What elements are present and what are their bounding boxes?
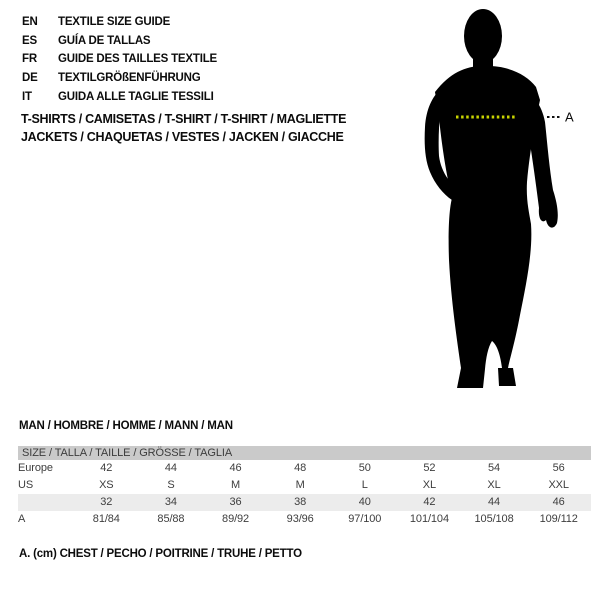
language-row-it [22, 88, 217, 107]
size-cell: M [231, 479, 241, 491]
language-code: IT [22, 90, 32, 103]
table-row-europe [18, 460, 591, 477]
table-row-numeric [18, 494, 591, 511]
language-row-en [22, 13, 217, 32]
size-cell: 85/88 [157, 513, 185, 525]
size-cell: 46 [552, 496, 565, 508]
measure-label-a: A [565, 109, 574, 125]
size-cell: XL [487, 479, 501, 491]
language-code: FR [22, 53, 37, 66]
size-cell: 50 [358, 462, 371, 474]
section-title-man: MAN / HOMBRE / HOMME / MANN / MAN [19, 420, 233, 432]
size-cell: 44 [164, 462, 177, 474]
table-row-chest-cm [18, 511, 591, 528]
language-code: ES [22, 34, 37, 47]
size-cell: 52 [423, 462, 436, 474]
size-cell: 36 [229, 496, 242, 508]
man-silhouette-figure [395, 0, 600, 400]
row-label [18, 494, 74, 511]
size-cell: 34 [164, 496, 177, 508]
size-cell: 89/92 [222, 513, 250, 525]
size-table-header: SIZE / TALLA / TAILLE / GRÖSSE / TAGLIA [18, 446, 591, 460]
size-cell: XS [99, 479, 114, 491]
row-label: Europe [18, 462, 53, 474]
size-cell: XXL [548, 479, 569, 491]
size-cell: 105/108 [474, 513, 514, 525]
size-cell: 42 [100, 462, 113, 474]
size-cell: 44 [488, 496, 501, 508]
category-line-tshirts: T-SHIRTS / CAMISETAS / T-SHIRT / T-SHIRT / MAGLIETTE [21, 112, 347, 126]
category-line-jackets: JACKETS / CHAQUETAS / VESTES / JACKEN / GIACCHE [21, 130, 344, 144]
language-row-es [22, 32, 217, 51]
size-table [18, 446, 591, 528]
man-silhouette [425, 9, 558, 388]
size-cell: S [167, 479, 175, 491]
language-row-de [22, 69, 217, 88]
size-cell: XL [422, 479, 437, 491]
size-cell: 56 [552, 462, 565, 474]
size-cell: M [295, 479, 305, 491]
language-title: GUIDA ALLE TAGLIE TESSILI [58, 90, 214, 103]
measurement-footnote: A. (cm) CHEST / PECHO / POITRINE / TRUHE / PETTO [19, 548, 302, 560]
row-label: A [18, 513, 26, 525]
garment-categories [21, 110, 346, 146]
size-cell: 46 [229, 462, 242, 474]
size-cell: 40 [358, 496, 371, 508]
language-code: EN [22, 16, 38, 28]
size-cell: 54 [488, 462, 501, 474]
language-title: GUÍA DE TALLAS [58, 34, 151, 47]
size-cell: 81/84 [92, 513, 120, 525]
language-row-fr [22, 50, 217, 69]
size-cell: 32 [100, 496, 113, 508]
row-label: US [18, 479, 34, 491]
size-cell: 101/104 [409, 513, 449, 525]
size-cell: 109/112 [539, 513, 578, 525]
table-row-us [18, 477, 591, 494]
size-cell: 48 [294, 462, 307, 474]
size-cell: 38 [294, 496, 307, 508]
language-title: TEXTILE SIZE GUIDE [58, 16, 171, 28]
language-title: GUIDE DES TAILLES TEXTILE [58, 53, 217, 66]
language-code: DE [22, 72, 38, 85]
language-title: TEXTILGRÖßENFÜHRUNG [58, 72, 201, 85]
size-cell: 93/96 [286, 513, 314, 525]
size-cell: 97/100 [348, 513, 382, 525]
size-cell: 42 [423, 496, 436, 508]
size-cell: L [361, 479, 368, 491]
language-list [22, 13, 217, 106]
